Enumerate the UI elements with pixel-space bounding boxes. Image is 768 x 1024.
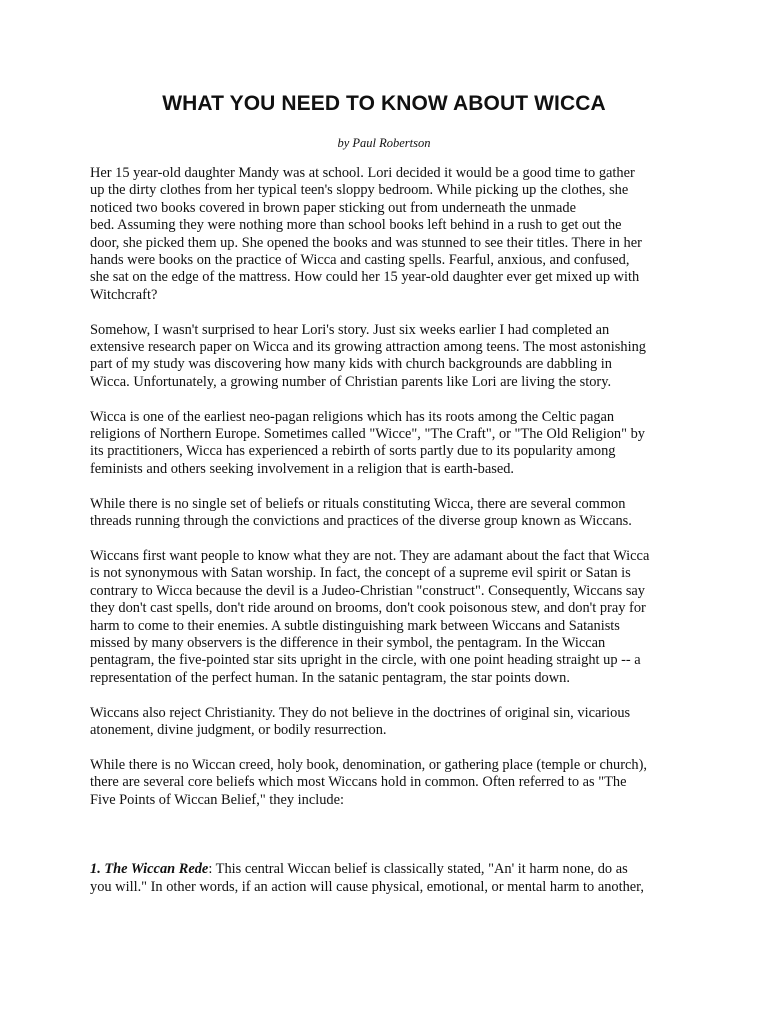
paragraph-7 [90, 757, 680, 809]
text-line: While there is no Wiccan creed, holy book, denomination, or gathering place (temple or church), [90, 756, 647, 773]
text-line [90, 861, 680, 878]
text-line: extensive research paper on Wicca and its growing attraction among teens. The most astonishing [90, 339, 646, 356]
paragraph-3 [90, 409, 680, 479]
text-line: While there is no single set of beliefs or rituals constituting Wicca, there are several common [90, 495, 626, 512]
paragraph-1 [90, 165, 680, 304]
text-line: harm to come to their enemies. A subtle distinguishing mark between Wiccans and Satanists [90, 617, 620, 634]
text-line: they don't cast spells, don't ride around on brooms, don't cook poisonous stew, and don't pray for [90, 600, 646, 617]
text-line: Wiccans first want people to know what they are not. They are adamant about the fact that Wicca [90, 547, 650, 564]
text-line: Witchcraft? [90, 286, 158, 303]
text-line: you will." In other words, if an action will cause physical, emotional, or mental harm to another, [90, 878, 644, 895]
text-line: is not synonymous with Satan worship. In fact, the concept of a supreme evil spirit or Satan is [90, 565, 631, 582]
text-line: contrary to Wicca because the devil is a Judeo-Christian "construct". Consequently, Wiccans say [90, 582, 646, 599]
point-1-paragraph [90, 861, 680, 896]
text-line: atonement, divine judgment, or bodily resurrection. [90, 721, 387, 738]
text-line: threads running through the convictions and practices of the diverse group known as Wiccans. [90, 513, 632, 530]
text-line: missed by many observers is the difference in their symbol, the pentagram. In the Wiccan [90, 634, 606, 651]
text-line: door, she picked them up. She opened the books and was stunned to see their titles. There in her [90, 234, 642, 251]
author-byline: by Paul Robertson [337, 136, 431, 150]
point-1-text: : This central Wiccan belief is classically stated, "An' it harm none, do as [208, 861, 628, 878]
point-1-title: 1. The Wiccan Rede [90, 861, 209, 878]
text-line: part of my study was discovering how many kids with church backgrounds are dabbling in [90, 356, 612, 373]
text-line: noticed two books covered in brown paper sticking out from underneath the unmade [90, 199, 576, 216]
text-line: its practitioners, Wicca has experienced a rebirth of sorts partly due to its popularity among [90, 443, 616, 460]
text-line: Somehow, I wasn't surprised to hear Lori's story. Just six weeks earlier I had completed an [90, 321, 610, 338]
text-line: representation of the perfect human. In the satanic pentagram, the star points down. [90, 669, 570, 686]
paragraph-4 [90, 496, 680, 531]
text-line: religions of Northern Europe. Sometimes called "Wicce", "The Craft", or "The Old Religion" by [90, 426, 645, 443]
text-line: there are several core beliefs which most Wiccans hold in common. Often referred to as "The [90, 774, 627, 791]
article-body [90, 165, 680, 913]
text-line: she sat on the edge of the mattress. How could her 15 year-old daughter ever get mixed up with [90, 269, 640, 286]
text-line: bed. Assuming they were nothing more than school books left behind in a rush to get out the [90, 217, 622, 234]
text-line: pentagram, the five-pointed star sits upright in the circle, with one point heading straight up -- a [90, 652, 641, 669]
text-line: Her 15 year-old daughter Mandy was at school. Lori decided it would be a good time to gather [90, 165, 635, 181]
blank-space [90, 826, 680, 861]
paragraph-2 [90, 322, 680, 392]
text-line: Wicca. Unfortunately, a growing number of Christian parents like Lori are living the story. [90, 373, 612, 390]
text-line: hands were books on the practice of Wicca and casting spells. Fearful, anxious, and confused, [90, 252, 630, 269]
text-line: feminists and others seeking involvement in a religion that is earth-based. [90, 460, 515, 477]
paragraph-5 [90, 548, 680, 687]
text-line: Wiccans also reject Christianity. They do not believe in the doctrines of original sin, vicarious [90, 704, 631, 721]
page-title: WHAT YOU NEED TO KNOW ABOUT WICCA [162, 92, 606, 115]
paragraph-6 [90, 705, 680, 740]
text-line: up the dirty clothes from her typical teen's sloppy bedroom. While picking up the clothes, she [90, 182, 629, 199]
text-line: Five Points of Wiccan Belief," they include: [90, 791, 345, 808]
text-line: Wicca is one of the earliest neo-pagan religions which has its roots among the Celtic pagan [90, 408, 615, 425]
